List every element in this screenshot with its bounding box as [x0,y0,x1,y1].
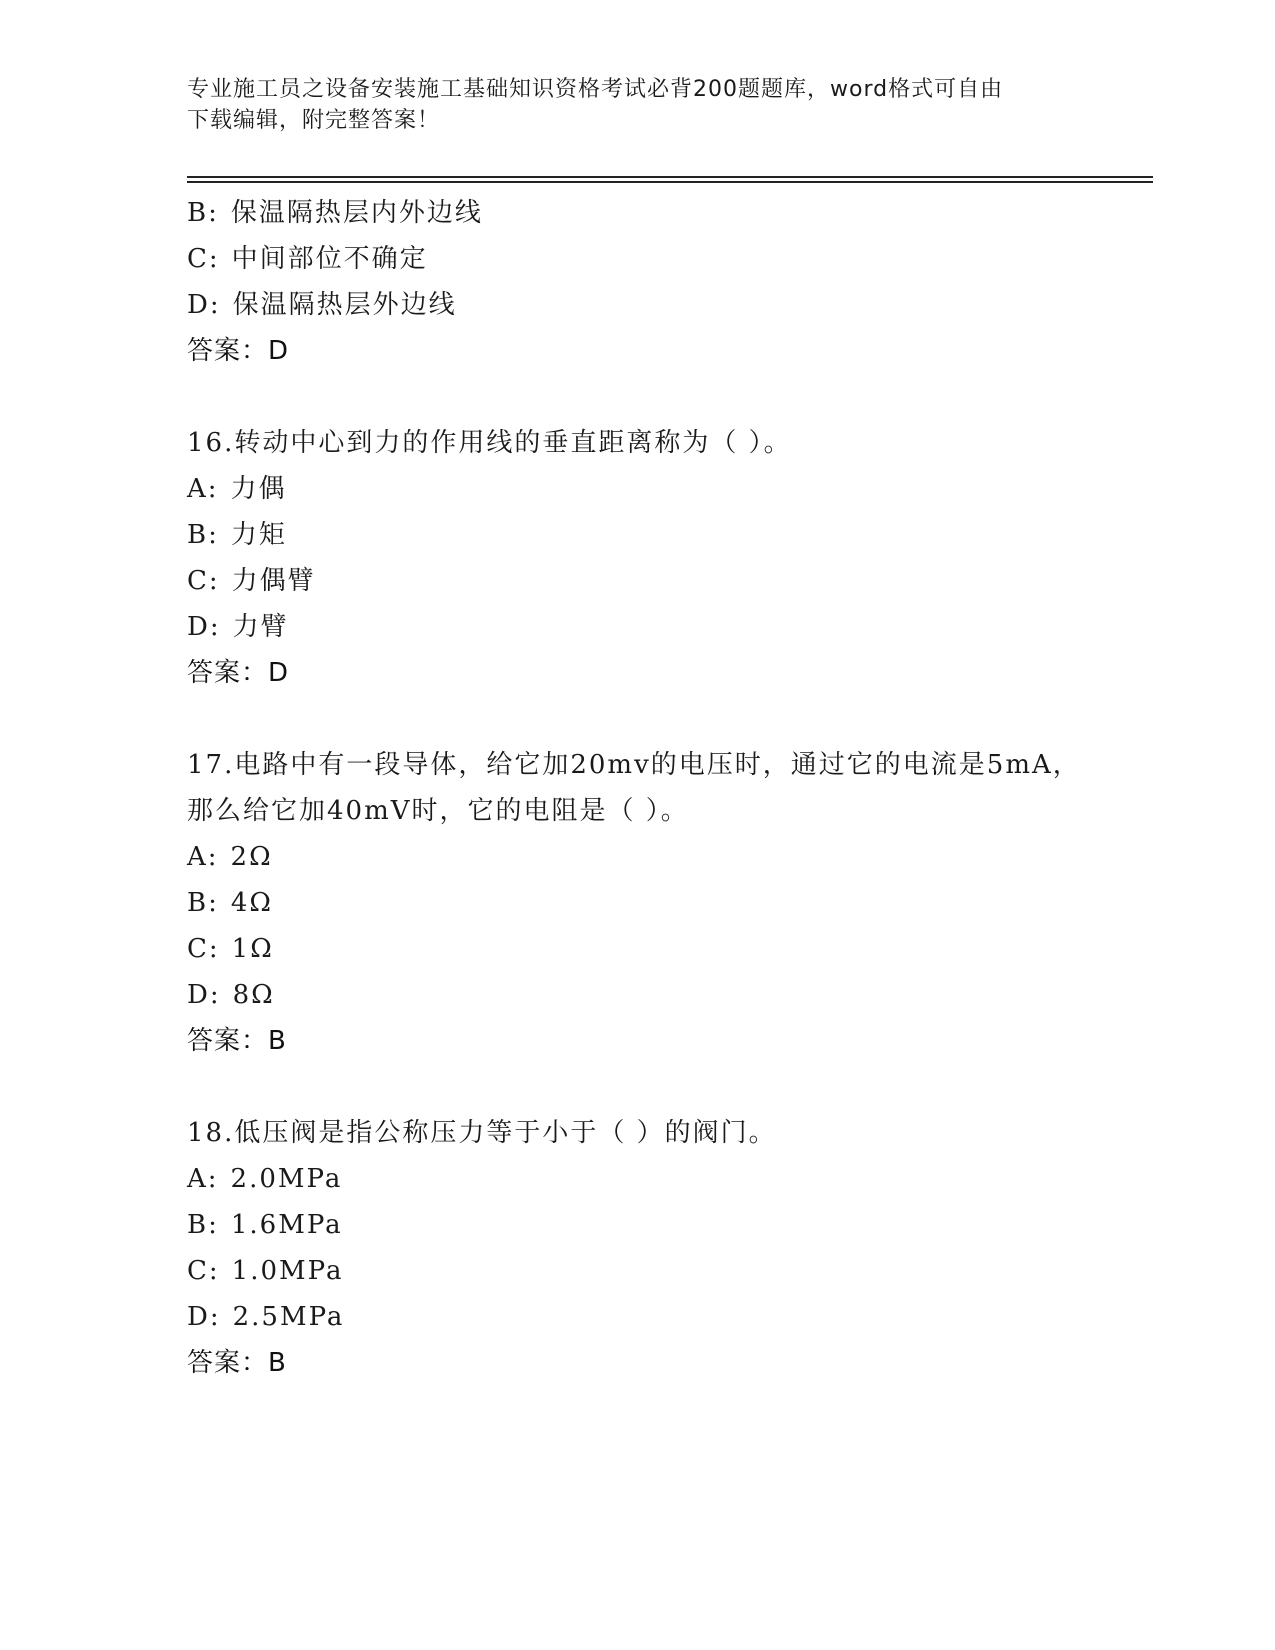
option-text: 2.0MPa [230,1164,343,1194]
option-text: 1.6MPa [230,1210,343,1240]
option-d [187,1294,1107,1340]
option-letter: A: [187,842,219,872]
question-stem: 16.转动中心到力的作用线的垂直距离称为（ ）。 [187,428,792,458]
option-text: 保温隔热层内外边线 [230,198,483,228]
option-letter: D: [187,1302,221,1332]
option-b [187,190,1107,236]
option-b [187,880,1107,926]
option-text: 4Ω [230,888,273,918]
question-stem: 18.低压阀是指公称压力等于小于（ ）的阀门。 [187,1118,777,1148]
option-c [187,926,1107,972]
question-17 [187,742,1107,1064]
option-text: 力矩 [230,520,287,550]
option-text: 2Ω [230,842,273,872]
question-stem: 17.电路中有一段导体，给它加20mv的电压时，通过它的电流是5mA， [187,750,1081,780]
option-d [187,972,1107,1018]
option-letter: A: [187,1164,219,1194]
option-c [187,558,1107,604]
option-c [187,1248,1107,1294]
option-b [187,512,1107,558]
option-text: 1.0MPa [231,1256,344,1286]
option-d [187,282,1107,328]
question-15-continued [187,190,1107,374]
option-c [187,236,1107,282]
answer-line: 答案：B [187,1026,287,1056]
option-letter: D: [187,290,221,320]
option-letter: D: [187,612,221,642]
option-text: 1Ω [231,934,274,964]
header-line-1: 专业施工员之设备安装施工基础知识资格考试必背200题题库，word格式可自由 [187,77,1004,102]
option-letter: D: [187,980,221,1010]
option-letter: B: [187,520,219,550]
option-text: 力偶臂 [231,566,316,596]
option-letter: B: [187,198,219,228]
header-rule-top [187,176,1153,178]
option-letter: C: [187,566,220,596]
option-text: 力臂 [232,612,289,642]
option-letter: A: [187,474,219,504]
option-text: 8Ω [232,980,275,1010]
option-letter: C: [187,934,220,964]
spacer [187,696,1107,742]
option-letter: B: [187,888,219,918]
spacer [187,1064,1107,1110]
question-18 [187,1110,1107,1386]
option-text: 2.5MPa [232,1302,345,1332]
header-rule-bottom [187,181,1153,183]
question-list [187,190,1107,1386]
option-text: 中间部位不确定 [231,244,428,274]
question-16 [187,420,1107,696]
option-letter: C: [187,244,220,274]
option-letter: B: [187,1210,219,1240]
option-a [187,1156,1107,1202]
option-text: 力偶 [230,474,287,504]
question-stem-continued: 那么给它加40mV时，它的电阻是（ ）。 [187,796,689,826]
option-letter: C: [187,1256,220,1286]
option-a [187,466,1107,512]
answer-line: 答案：D [187,336,290,366]
header-line-2: 下载编辑，附完整答案！ [187,108,441,133]
option-a [187,834,1107,880]
document-header [187,74,1067,136]
option-b [187,1202,1107,1248]
answer-line: 答案：D [187,658,290,688]
spacer [187,374,1107,420]
option-d [187,604,1107,650]
answer-line: 答案：B [187,1348,287,1378]
option-text: 保温隔热层外边线 [232,290,457,320]
